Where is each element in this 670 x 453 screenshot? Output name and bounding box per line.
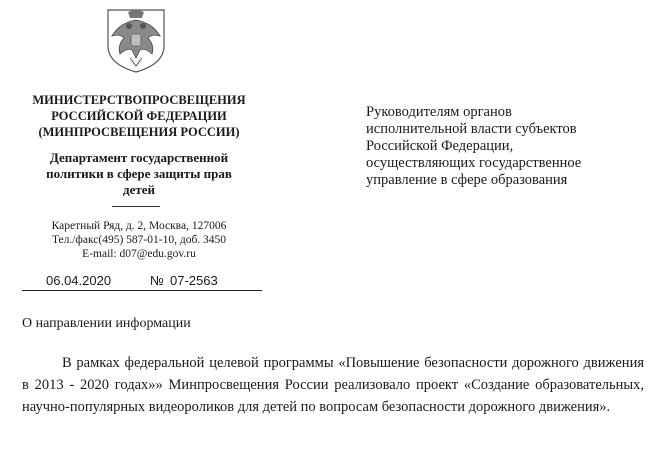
subject-line: О направлении информации (22, 316, 191, 331)
address-line: Каретный Ряд, д. 2, Москва, 127006 (51, 220, 227, 232)
document-date: 06.04.2020 (46, 273, 112, 288)
recipient-line: Руководителям органов (366, 104, 512, 120)
ministry-line: МИНИСТЕРСТВОПРОСВЕЩЕНИЯ (32, 93, 246, 107)
department-line: детей (123, 182, 155, 197)
recipient-line: управление в сфере образования (366, 172, 568, 188)
sender-contacts (8, 219, 270, 261)
number-label: № (150, 273, 164, 288)
date-number-line (22, 273, 262, 291)
ministry-line: РОССИЙСКОЙ ФЕДЕРАЦИИ (51, 109, 227, 123)
recipient-line: Российской Федерации, (366, 138, 514, 154)
recipient-line: исполнительной власти субъектов (366, 121, 577, 137)
body-paragraph: В рамках федеральной целевой программы «Повышение безопасности дорожного движения в 2013 - 2020 годах»» Минпросвещения России реализовало проект «Создание образовательных, научно-популярных видеороликов для детей по вопросам безопасности дорожного движения». (22, 355, 644, 415)
recipient-line: осуществляющих государственное (366, 155, 582, 171)
email-line: E-mail: d07@edu.gov.ru (82, 248, 196, 260)
document-number: 07-2563 (170, 273, 218, 288)
department-name (8, 150, 270, 198)
phone-line: Тел./факс(495) 587-01-10, доб. 3450 (51, 234, 227, 246)
department-line: Департамент государственной (49, 150, 229, 165)
russian-coat-of-arms-icon (104, 6, 168, 74)
divider (112, 206, 160, 207)
recipient-block (366, 104, 666, 189)
ministry-line: (МИНПРОСВЕЩЕНИЯ РОССИИ) (38, 125, 240, 139)
date-underline (22, 290, 262, 291)
department-line: политики в сфере защиты прав (46, 166, 232, 181)
ministry-name (8, 92, 270, 140)
